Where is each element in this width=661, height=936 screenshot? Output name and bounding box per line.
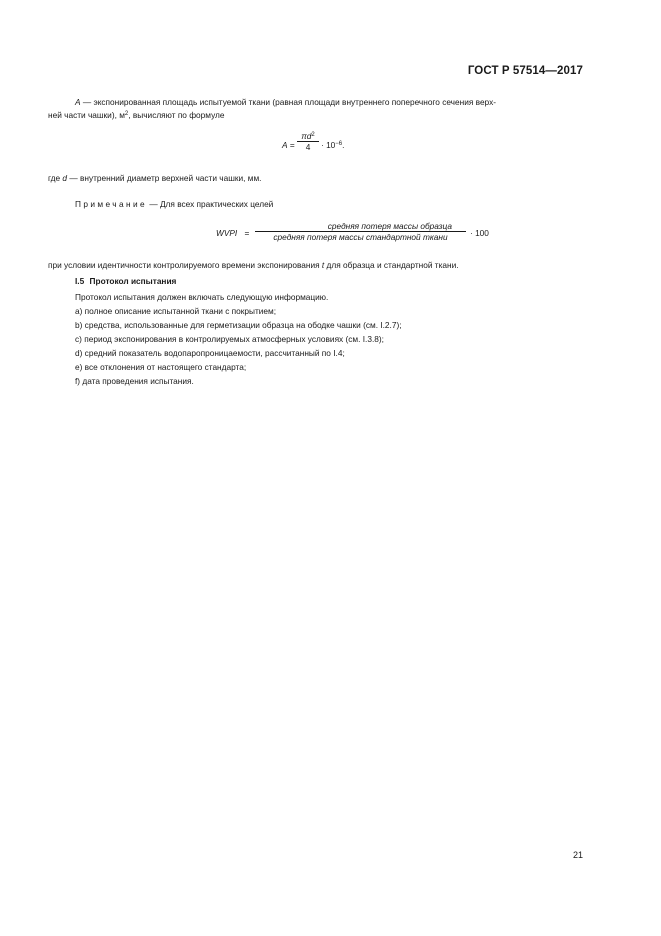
where-pre: где [48, 173, 63, 183]
formula-wvpi-numerator: средняя потеря массы образца [327, 221, 452, 231]
formula-area-tail [321, 140, 344, 150]
section-intro: Протокол испытания должен включать следующую информацию. [75, 292, 329, 302]
formula-wvpi-fraction [255, 221, 466, 243]
definition-line-1 [75, 97, 496, 107]
formula-area-lhs [282, 140, 295, 150]
formula-area-symbol: A [282, 140, 288, 150]
definition-text-line-2-sup: 2 [124, 111, 129, 117]
formula-area-var: d [306, 131, 312, 141]
formula-wvpi-symbol: WVPI [216, 228, 238, 238]
list-item: f) дата проведения испытания. [75, 376, 194, 386]
section-title: Протокол испытания [89, 276, 177, 286]
formula-area-num-exp: 2 [311, 132, 315, 138]
formula-wvpi-equals: = [244, 228, 250, 238]
note-line [75, 199, 273, 209]
note-label: Примечание [75, 199, 148, 209]
formula-wvpi-denominator: средняя потеря массы стандартной ткани [273, 232, 448, 243]
list-item: a) полное описание испытанной ткани с покрытием; [75, 306, 277, 316]
where-line [48, 173, 261, 183]
condition-pre: при условии идентичности контролируемого времени экспонирования [48, 260, 322, 270]
list-item: b) средства, использованные для герметизации образца на ободке чашки (см. I.2.7); [75, 320, 402, 330]
document-header-id: ГОСТ Р 57514—2017 [467, 65, 583, 77]
formula-area-equals: = [287, 140, 295, 150]
condition-symbol: t [321, 260, 325, 270]
formula-area-tail-exp: −6 [335, 141, 343, 147]
formula-area-denominator: 4 [305, 142, 311, 153]
formula-area-pi: π [301, 131, 307, 141]
definition-symbol: A [75, 97, 81, 107]
note-text: — Для всех практических целей [147, 199, 274, 209]
section-number: I.5 [75, 276, 85, 286]
formula-area-tail-pre: · 10 [321, 140, 336, 150]
formula-area-numerator [297, 131, 319, 141]
section-heading [75, 276, 176, 286]
formula-wvpi-lhs [216, 228, 249, 238]
definition-text-line-2-pre: ней части чашки), м [48, 110, 125, 120]
formula-wvpi-factor: · 100 [470, 228, 489, 238]
list-item: e) все отклонения от настоящего стандарта; [75, 362, 247, 372]
definition-text-line-1: — экспонированная площадь испытуемой ткани (равная площади внутреннего поперечного сечения верх- [80, 97, 496, 107]
formula-area-fraction [297, 131, 319, 153]
page-number: 21 [572, 850, 583, 860]
where-symbol: d [62, 173, 68, 183]
definition-text-line-2-post: , вычисляют по формуле [128, 110, 225, 120]
condition-line [48, 260, 459, 270]
where-post: — внутренний диаметр верхней части чашки, мм. [67, 173, 262, 183]
list-item: c) период экспонирования в контролируемых атмосферных условиях (см. I.3.8); [75, 334, 384, 344]
list-item: d) средний показатель водопаропроницаемости, рассчитанный по I.4; [75, 348, 345, 358]
condition-post: для образца и стандартной ткани. [324, 260, 459, 270]
definition-line-2 [48, 110, 225, 120]
formula-area-tail-post: . [342, 140, 345, 150]
